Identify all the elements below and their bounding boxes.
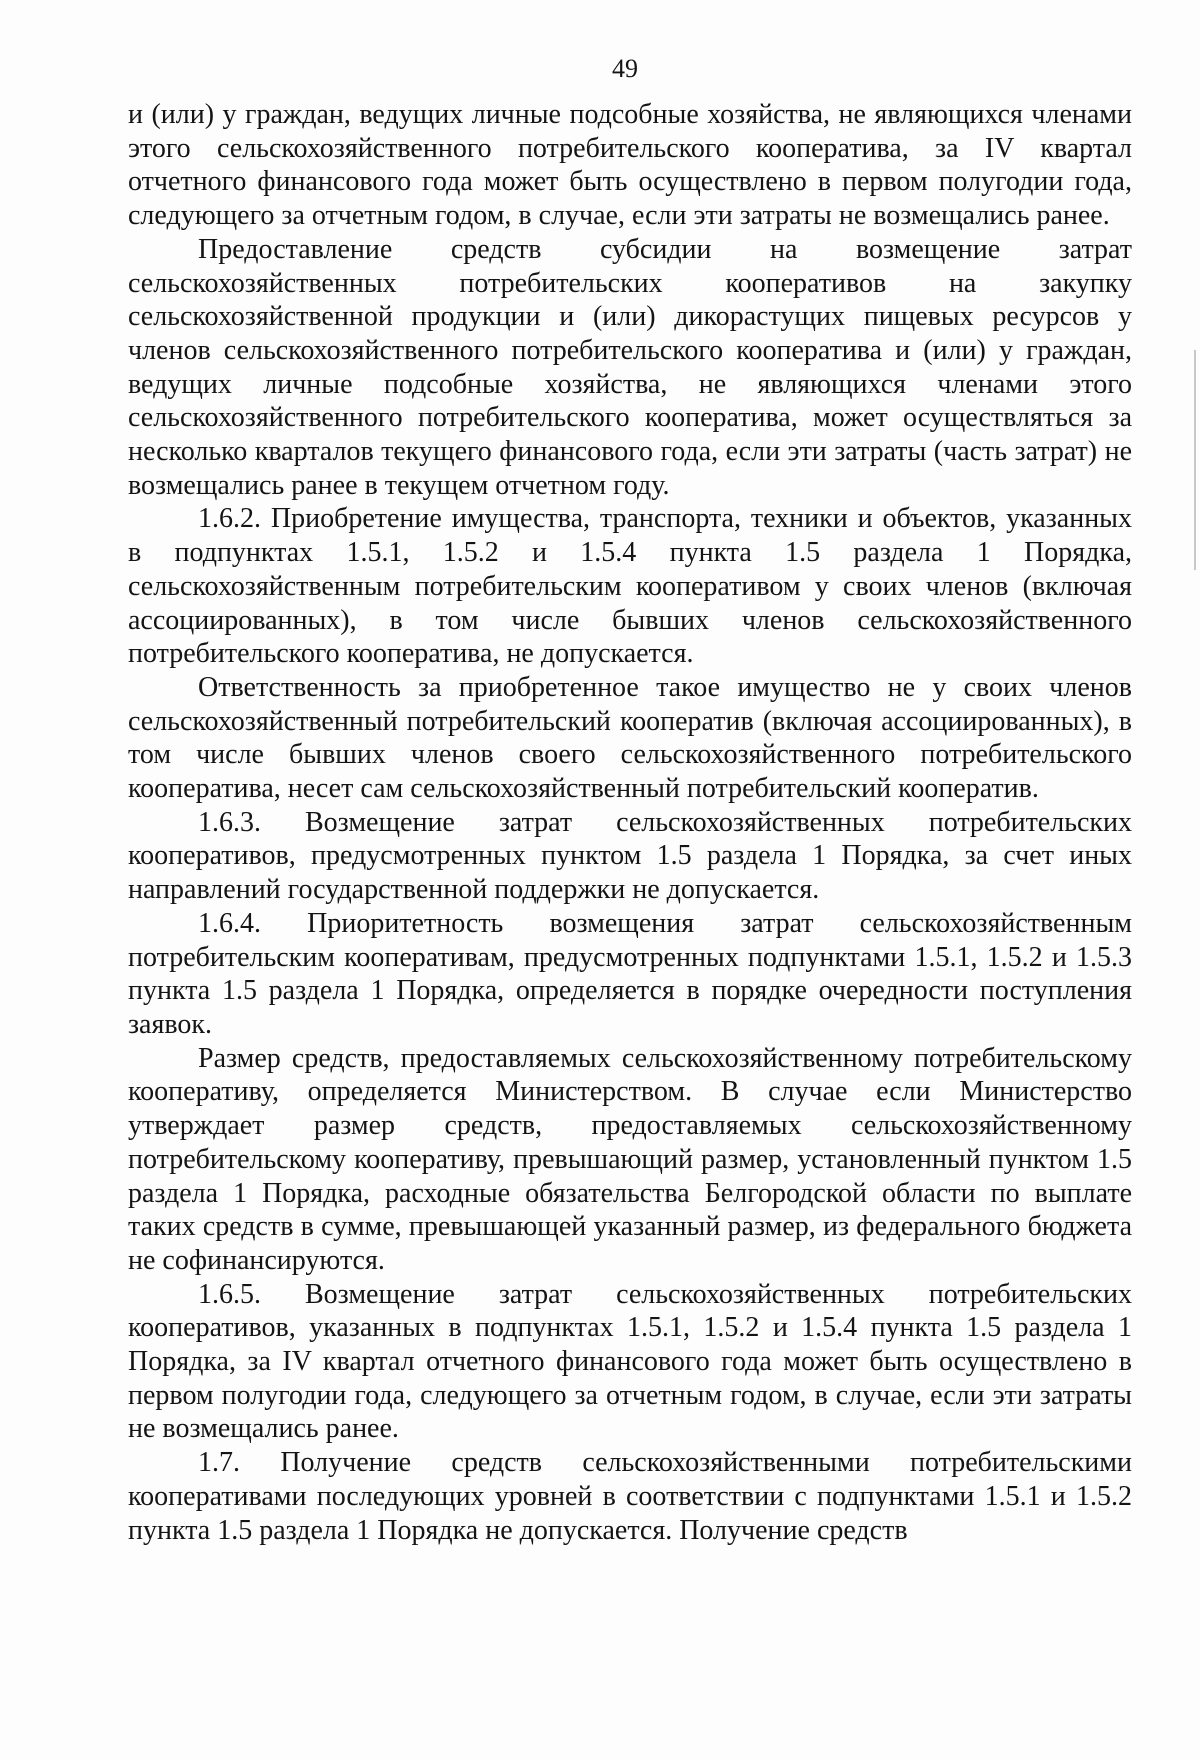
paragraph-funds-size: Размер средств, предоставляемых сельскохозяйственному потребительскому кооперативу, определяется Министерством. В случае если Министерство утверждает размер средств, предоставляемых сельскохозяйственному потребительскому кооперативу, превышающий размер, установленный пунктом 1.5 раздела 1 Порядка, расходные обязательства Белгородской области по выплате таких средств в сумме, превышающей указанный размер, из федерального бюджета не софинансируются. [128,1042,1132,1276]
paragraph-1-6-4: 1.6.4. Приоритетность возмещения затрат сельскохозяйственным потребительским кооперативам, предусмотренных подпунктами 1.5.1, 1.5.2 и 1.5.3 пункта 1.5 раздела 1 Порядка, определяется в порядке очередности поступления заявок. [128,907,1132,1040]
scan-edge-mark [1194,350,1196,570]
paragraph-1-6-3: 1.6.3. Возмещение затрат сельскохозяйственных потребительских кооперативов, предусмотренных пунктом 1.5 раздела 1 Порядка, за счет иных направлений государственной поддержки не допускается. [128,806,1132,906]
paragraph-1-6-2: 1.6.2. Приобретение имущества, транспорта, техники и объектов, указанных в подпунктах 1.5.1, 1.5.2 и 1.5.4 пункта 1.5 раздела 1 Порядка, сельскохозяйственным потребительским кооперативом у своих членов (включая ассоциированных), в том числе бывших членов сельскохозяйственного потребительского кооператива, не допускается. [128,503,1132,670]
paragraph-1-6-5: 1.6.5. Возмещение затрат сельскохозяйственных потребительских кооперативов, указанных в подпунктах 1.5.1, 1.5.2 и 1.5.4 пункта 1.5 раздела 1 Порядка, за IV квартал отчетного финансового года может быть осуществлено в первом полугодии года, следующего за отчетным годом, в случае, если эти затраты не возмещались ранее. [128,1278,1132,1445]
document-body [128,98,1132,1547]
page-number: 49 [612,54,638,83]
paragraph-1-7: 1.7. Получение средств сельскохозяйственными потребительскими кооперативами последующих уровней в соответствии с подпунктами 1.5.1 и 1.5.2 пункта 1.5 раздела 1 Порядка не допускается. Получение средств [128,1447,1132,1546]
paragraph-responsibility: Ответственность за приобретенное такое имущество не у своих членов сельскохозяйственный потребительский кооператив (включая ассоциированных), в том числе бывших членов своего сельскохозяйственного потребительского кооператива, несет сам сельскохозяйственный потребительский кооператив. [128,671,1132,805]
paragraph-subsidy-provision: Предоставление средств субсидии на возмещение затрат сельскохозяйственных потребительских кооперативов на закупку сельскохозяйственной продукции и (или) дикорастущих пищевых ресурсов у членов сельскохозяйственного потребительского кооператива и (или) у граждан, ведущих личные подсобные хозяйства, не являющихся членами этого сельскохозяйственного потребительского кооператива, может осуществляться за несколько кварталов текущего финансового года, если эти затраты (часть затрат) не возмещались ранее в текущем отчетном году. [128,233,1132,501]
paragraph-continuation: и (или) у граждан, ведущих личные подсобные хозяйства, не являющихся членами этого сельскохозяйственного потребительского кооператива, за IV квартал отчетного финансового года может быть осуществлено в первом полугодии года, следующего за отчетным годом, в случае, если эти затраты не возмещались ранее. [128,99,1132,232]
